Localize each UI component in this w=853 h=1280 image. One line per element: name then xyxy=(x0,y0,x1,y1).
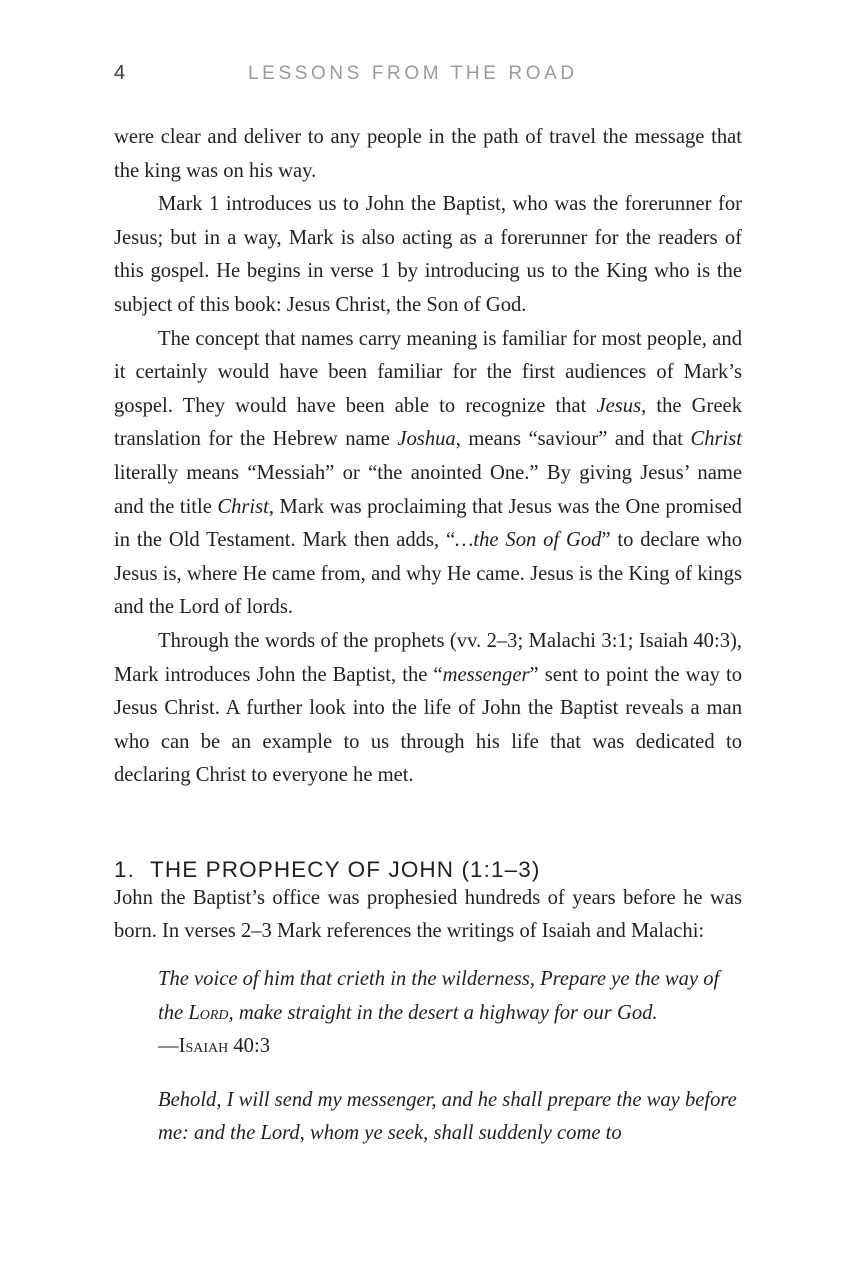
text-run: , Mark was proclaiming that Jesus was the One promised in the Old Testament. Mark then adds, “ xyxy=(114,495,742,552)
lord-smallcaps: Lord xyxy=(188,1001,229,1024)
running-header xyxy=(114,62,744,88)
quote-citation xyxy=(158,1030,742,1064)
italic-term: Christ xyxy=(690,428,742,451)
citation-dash: — xyxy=(158,1035,179,1058)
text-run: literally means “Messiah” or “the anointed One.” By giving Jesus’ name and the title xyxy=(114,461,742,518)
running-title: LESSONS FROM THE ROAD xyxy=(248,63,578,84)
body-text xyxy=(114,121,742,1151)
text-run: ” sent to point the way to Jesus Christ. A further look into the life of John the Baptist reveals a man who can be an example to us through his life that was dedicated to declaring Christ to everyone he met. xyxy=(114,663,742,787)
section-heading xyxy=(114,853,742,886)
citation-book: Isaiah xyxy=(178,1035,229,1058)
section-number: 1. xyxy=(114,856,135,882)
italic-term: Joshua xyxy=(397,428,456,451)
section-title: THE PROPHECY OF JOHN (1:1–3) xyxy=(150,856,541,882)
italic-term: Jesus xyxy=(596,394,642,417)
text-run: The voice of him that crieth in the wilderness, Prepare ye the way of the xyxy=(158,968,720,1024)
italic-term: …the Son of God xyxy=(455,529,602,552)
scripture-quote-malachi xyxy=(158,1084,742,1151)
paragraph-prophets xyxy=(114,625,742,793)
citation-reference: 40:3 xyxy=(228,1035,270,1058)
text-run: , means “saviour” and that xyxy=(455,428,691,451)
section-spacer xyxy=(114,793,742,849)
quote-text: Behold, I will send my messenger, and he shall prepare the way before me: and the Lord, whom ye seek, shall suddenly come to xyxy=(158,1088,737,1145)
text-run: The concept that names carry meaning is familiar for most people, and it certainly would have been familiar for the first audiences of Mark’s gospel. They would have been able to recognize that xyxy=(114,327,742,417)
section-intro: John the Baptist’s office was prophesied hundreds of years before he was born. In verses 2–3 Mark references the writings of Isaiah and Malachi: xyxy=(114,886,742,943)
paragraph-mark-introduction: Mark 1 introduces us to John the Baptist, who was the forerunner for Jesus; but in a way, Mark is also acting as a forerunner for the readers of this gospel. He begins in verse 1 by introducing us to the King who is the subject of this book: Jesus Christ, the Son of God. xyxy=(114,193,742,316)
quote-text xyxy=(158,963,742,1030)
scripture-quote-isaiah xyxy=(158,963,742,1064)
page-number: 4 xyxy=(114,62,126,84)
italic-term: messenger xyxy=(442,663,530,686)
paragraph-continuation: were clear and deliver to any people in the path of travel the message that the king was on his way. xyxy=(114,126,742,182)
text-run: Through the words of the prophets (vv. 2–3; Malachi 3:1; Isaiah 40:3), Mark introduces John the Baptist, the “ xyxy=(114,629,742,686)
italic-term: Christ xyxy=(217,495,269,518)
paragraph-names-meaning xyxy=(114,323,742,625)
text-run: ” to declare who Jesus is, where He came from, and why He came. Jesus is the King of kings and the Lord of lords. xyxy=(114,529,742,619)
text-run: , the Greek translation for the Hebrew name xyxy=(114,394,742,451)
text-run: , make straight in the desert a highway for our God. xyxy=(228,1001,658,1024)
quote-spacer xyxy=(114,1064,742,1084)
